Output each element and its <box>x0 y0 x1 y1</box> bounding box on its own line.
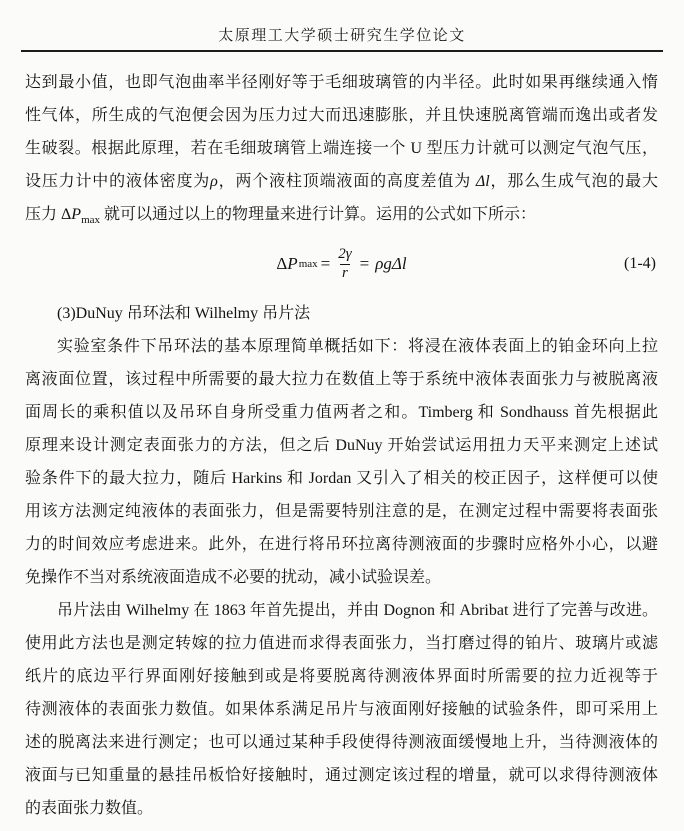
paragraph-line: 生破裂。根据此原理，若在毛细玻璃管上端连接一个 U 型压力计就可以测定气泡气压， <box>25 140 658 157</box>
paragraph-line <box>25 198 658 231</box>
text-segment: 设压力计中的液体密度为 <box>25 173 211 190</box>
equals-sign: = <box>359 254 370 273</box>
paragraph-line: 免操作不当对系统液面造成不必要的扰动，减小试验误差。 <box>25 569 442 586</box>
text-segment: ，两个液柱顶端液面的高度差值为 <box>217 173 476 190</box>
delta-symbol: Δ <box>276 254 288 273</box>
subsection-heading: (3)DuNuy 吊环法和 Wilhelmy 吊片法 <box>57 305 311 322</box>
equation-number: (1-4) <box>624 255 656 272</box>
text-segment: 压力 Δ <box>25 206 72 223</box>
max-subscript: max <box>81 214 101 226</box>
page-header-title: 太原理工大学硕士研究生学位论文 <box>218 28 466 44</box>
paragraph-line: 吊片法由 Wilhelmy 在 1863 年首先提出，并由 Dognon 和 Abribat 进行了完善与改进。 <box>57 602 658 619</box>
text-segment: ，那么生成气泡的最大 <box>489 173 658 190</box>
paragraph-line: 液面与已知重量的悬挂吊板恰好接触时，通过测定该过程的增量，就可以求得待测液体 <box>25 767 658 784</box>
paragraph-line: 待测液体的表面张力数值。如果体系满足吊片与液面刚好接触的试验条件，即可采用上 <box>25 701 658 718</box>
max-subscript: max <box>298 258 318 270</box>
fraction-denominator: r <box>342 264 348 281</box>
fraction <box>336 246 353 282</box>
paragraph-line <box>25 165 658 198</box>
paragraph-line: 述的脱离法来进行测定；也可以通过某种手段使得待测液面缓慢地上升，当待测液体的 <box>25 734 658 751</box>
paragraph-line: 达到最小值，也即气泡曲率半径刚好等于毛细玻璃管的内半径。此时如果再继续通入惰 <box>25 74 658 91</box>
pressure-variable: P <box>287 254 298 273</box>
equation-block <box>25 231 658 297</box>
header-divider-rule <box>21 50 663 52</box>
delta-l-symbol: Δl <box>475 173 490 190</box>
paragraph-line: 面周长的乘积值以及吊环自身所受重力值两者之和。Timberg 和 Sondhauss 首先根据此 <box>25 404 658 421</box>
paragraph-line: 原理来设计测定表面张力的方法，但之后 DuNuy 开始尝试运用扭力天平来测定上述试 <box>25 437 658 454</box>
paragraph-line: 使用此方法也是测定转嫁的拉力值进而求得表面张力，当打磨过得的铂片、玻璃片或滤 <box>25 635 658 652</box>
body-text <box>25 66 658 825</box>
equation-1-4 <box>273 246 409 282</box>
equals-sign: = <box>320 254 331 273</box>
paragraph-line: 的表面张力数值。 <box>25 800 154 817</box>
paragraph-line: 用该方法测定纯液体的表面张力，但是需要特别注意的是，在测定过程中需要将表面张 <box>25 503 658 520</box>
paragraph-line: 纸片的底边平行界面刚好接触到或是将要脱离待测液体界面时所需要的拉力近视等于 <box>25 668 658 685</box>
paragraph-line: 实验室条件下吊环法的基本原理简单概括如下：将浸在液体表面上的铂金环向上拉 <box>57 338 658 355</box>
paragraph-line: 力的时间效应考虑进来。此外，在进行将吊环拉离待测液面的步骤时应格外小心，以避 <box>25 536 658 553</box>
greek-rho-symbol: ρ <box>210 173 218 190</box>
rho-g-delta-l-term: ρgΔl <box>375 254 407 273</box>
paragraph-line: 验条件下的最大拉力，随后 Harkins 和 Jordan 又引入了相关的校正因子，这样便可以使 <box>25 470 658 487</box>
pressure-variable: P <box>71 206 82 223</box>
fraction-numerator: 2γ <box>338 246 352 263</box>
text-segment: 就可以通过以上的物理量来进行计算。运用的公式如下所示： <box>100 206 537 223</box>
paragraph-line: 性气体，所生成的气泡便会因为压力过大而迅速膨胀，并且快速脱离管端而逸出或者发 <box>25 107 658 124</box>
paragraph-line: 离液面位置，该过程中所需要的最大拉力在数值上等于系统中液体表面张力与被脱离液 <box>25 371 658 388</box>
